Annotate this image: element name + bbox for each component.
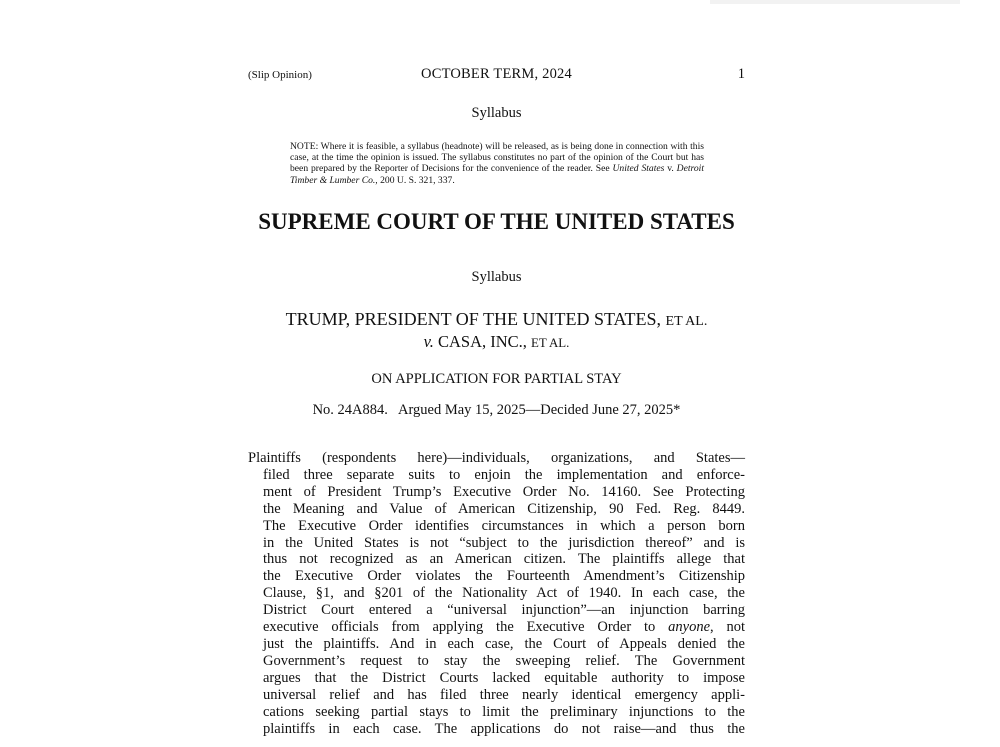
body-line: in the United States is not “subject to the jurisdiction thereof” and is	[263, 534, 745, 551]
slip-opinion-label: (Slip Opinion)	[248, 69, 312, 81]
body-line: the Meaning and Value of American Citizenship, 90 Fed. Reg. 8449.	[263, 500, 745, 517]
body-line: argues that the District Courts lacked equitable authority to impose	[263, 669, 745, 686]
note-case-1: United States	[612, 163, 665, 175]
term-label: OCTOBER TERM, 2024	[421, 66, 572, 82]
respondent-etal: ET AL.	[531, 336, 570, 350]
body-line: District Court entered a “universal injunction”—an injunction barring	[263, 602, 745, 619]
body-line: Clause, §1, and §201 of the Nationality Act of 1940. In each case, the	[263, 585, 745, 602]
syllabus-subheading: Syllabus	[471, 269, 522, 285]
application-line: ON APPLICATION FOR PARTIAL STAY	[371, 371, 622, 387]
court-name: SUPREME COURT OF THE UNITED STATES	[258, 209, 735, 234]
body-line: just the plaintiffs. And in each case, the Court of Appeals denied the	[263, 635, 745, 652]
note-lead: NOTE: Where it is feasible, a syllabus (headnote) will be released, as is being done in connection with this case, at the time the opinion is issued. The syllabus constitutes no part of the opinion of the Court but has been prepared by the Reporter of Decisions for the convenience of the reader. See	[290, 141, 704, 175]
body-line: filed three separate suits to enjoin the implementation and enforce-	[263, 466, 745, 483]
body-line: executive officials from applying the Executive Order to anyone, not	[263, 619, 745, 636]
syllabus-heading: Syllabus	[471, 105, 522, 121]
top-edge-strip	[710, 0, 960, 4]
petitioner-name: TRUMP, PRESIDENT OF THE UNITED STATES,	[285, 309, 662, 329]
body-line: thus not recognized as an American citizen. The plaintiffs allege that	[263, 551, 745, 568]
page-number: 1	[737, 66, 745, 82]
body-line: The Executive Order identifies circumstances in which a person born	[263, 517, 745, 534]
body-line: Government’s request to stay the sweeping relief. The Government	[263, 652, 745, 669]
note-v: v.	[664, 163, 677, 175]
body-line: Plaintiffs (respondents here)—individuals, organizations, and States—	[248, 450, 745, 466]
headnote-notice	[290, 141, 704, 186]
petitioner-etal: ET AL.	[665, 313, 708, 329]
case-caption-petitioner	[248, 309, 745, 330]
syllabus-body	[248, 450, 745, 737]
body-line: ment of President Trump’s Executive Order No. 14160. See Protecting	[263, 483, 745, 500]
respondent-name: CASA, INC.,	[437, 332, 527, 351]
note-cite: 200 U. S. 321, 337.	[377, 174, 455, 186]
case-caption-respondent	[248, 332, 745, 352]
body-line: cations seeking partial stays to limit the preliminary injunctions to the	[263, 703, 745, 720]
note-case-2: Detroit Timber & Lumber Co.,	[290, 163, 704, 186]
body-line: universal relief and has filed three nearly identical emergency appli-	[263, 686, 745, 703]
running-head	[248, 66, 745, 84]
body-line: the Executive Order violates the Fourteenth Amendment’s Citizenship	[263, 568, 745, 585]
versus-label: v.	[423, 332, 434, 351]
docket-line: No. 24A884. Argued May 15, 2025—Decided June 27, 2025*	[312, 402, 681, 418]
emphasis-anyone: anyone	[668, 619, 711, 636]
body-line: plaintiffs in each case. The applications do not raise—and thus the	[263, 720, 745, 737]
